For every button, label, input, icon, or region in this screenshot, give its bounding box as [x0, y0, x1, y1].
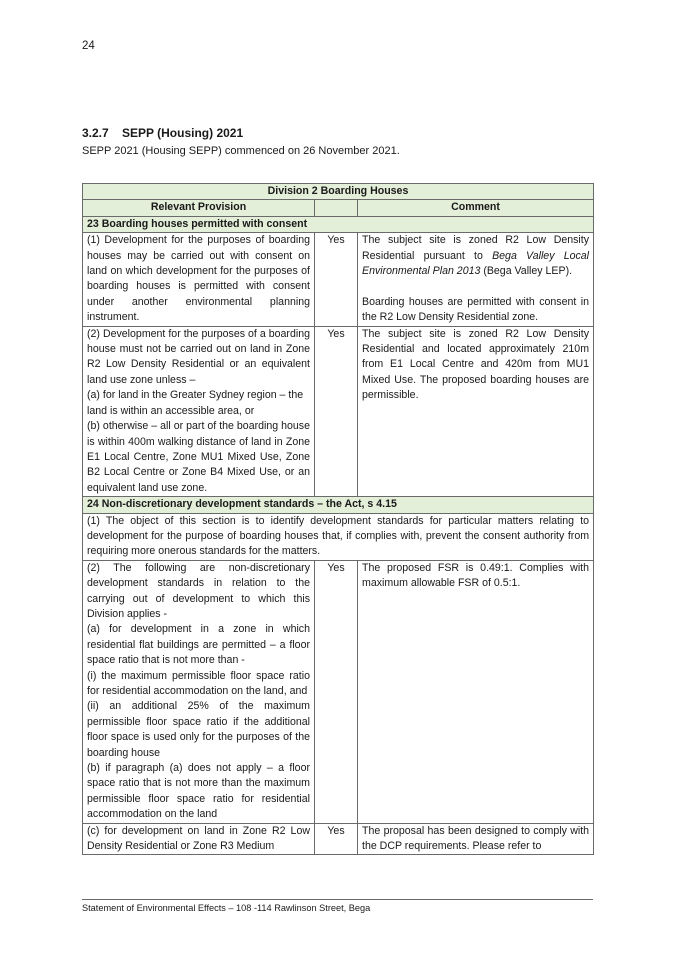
provision-cell: (c) for development on land in Zone R2 Low Density Residential or Zone R3 Medium — [83, 823, 315, 855]
section-24-heading: 24 Non-discretionary development standards – the Act, s 4.15 — [83, 497, 594, 513]
table-header-row — [83, 200, 594, 216]
comment-text: (Bega Valley LEP). — [480, 265, 573, 278]
object-cell: (1) The object of this section is to identify development standards for particular matters relating to development for the purpose of boarding houses that, if complies with, prevent the consent authority from requiring more onerous standards for the matters. — [83, 513, 594, 560]
provision-text: (i) the maximum permissible floor space ratio for residential accommodation on the land, and — [87, 669, 310, 697]
section-title: SEPP (Housing) 2021 — [122, 126, 244, 140]
provision-text: (ii) an additional 25% of the maximum permissible floor space ratio if the additional floor space is used only for the purposes of the boarding house — [87, 700, 310, 759]
table-title-row — [83, 184, 594, 200]
table-title: Division 2 Boarding Houses — [83, 184, 594, 200]
section-intro: SEPP 2021 (Housing SEPP) commenced on 26 November 2021. — [82, 145, 400, 157]
provision-cell: (1) Development for the purposes of boarding houses may be carried out with consent on land on which development for the purposes of boarding houses is permitted with consent under another environmental planning instrument. — [83, 233, 315, 326]
table-row — [83, 326, 594, 496]
section-row-24 — [83, 497, 594, 513]
section-heading — [82, 126, 243, 140]
provision-text: (b) if paragraph (a) does not apply – a floor space ratio that is not more than the maximum permissible floor space ratio for residential accommodation on the land — [87, 762, 310, 821]
column-header-comment: Comment — [358, 200, 594, 216]
provision-text: (2) Development for the purposes of a boarding house must not be carried out on land in Zone R2 Low Density Residential or an equivalent land use zone unless – — [87, 327, 310, 386]
provision-text: (b) otherwise – all or part of the boarding house is within 400m walking distance of land in Zone E1 Local Centre, Zone MU1 Mixed Use, Zone B2 Local Centre or Zone B4 Mixed Use, or an equivalent land use zone. — [87, 420, 310, 494]
comment-text: Boarding houses are permitted with consent in the R2 Low Density Residential zone. — [362, 295, 590, 324]
table-row — [83, 233, 594, 326]
compliance-cell: Yes — [315, 233, 358, 326]
section-row-23 — [83, 216, 594, 232]
page-number: 24 — [82, 40, 95, 52]
compliance-cell: Yes — [315, 326, 358, 496]
comment-cell — [358, 233, 594, 326]
provision-text: (a) for development in a zone in which residential flat buildings are permitted – a floor space ratio that is not more than - — [87, 623, 310, 667]
provisions-table — [82, 183, 594, 855]
column-header-provision: Relevant Provision — [83, 200, 315, 216]
table-row — [83, 823, 594, 855]
comment-text: The subject site is zoned R2 Low Density Residential pursuant to — [362, 234, 590, 262]
table-row — [83, 560, 594, 823]
compliance-cell: Yes — [315, 823, 358, 855]
comment-cell: The subject site is zoned R2 Low Density Residential and located approximately 210m from E1 Local Centre and 420m from MU1 Mixed Use. The proposed boarding houses are permissible. — [358, 326, 594, 496]
provision-cell — [83, 326, 315, 496]
column-header-compliance — [315, 200, 358, 216]
section-23-heading: 23 Boarding houses permitted with consent — [83, 216, 594, 232]
compliance-cell: Yes — [315, 560, 358, 823]
provision-cell — [83, 560, 315, 823]
comment-cell: The proposed FSR is 0.49:1. Complies with maximum allowable FSR of 0.5:1. — [358, 560, 594, 823]
provision-text: (a) for land in the Greater Sydney region – the land is within an accessible area, or — [87, 389, 304, 417]
footer-divider — [82, 899, 593, 900]
comment-cell: The proposal has been designed to comply with the DCP requirements. Please refer to — [358, 823, 594, 855]
table-row — [83, 513, 594, 560]
section-number: 3.2.7 — [82, 126, 109, 140]
comment-plan-name: Bega Valley Local Environmental Plan 2013 — [362, 249, 590, 278]
page-footer: Statement of Environmental Effects – 108 -114 Rawlinson Street, Bega — [82, 903, 371, 913]
provision-text: (2) The following are non-discretionary development standards in relation to the carrying out of development to which this Division applies - — [87, 561, 310, 620]
